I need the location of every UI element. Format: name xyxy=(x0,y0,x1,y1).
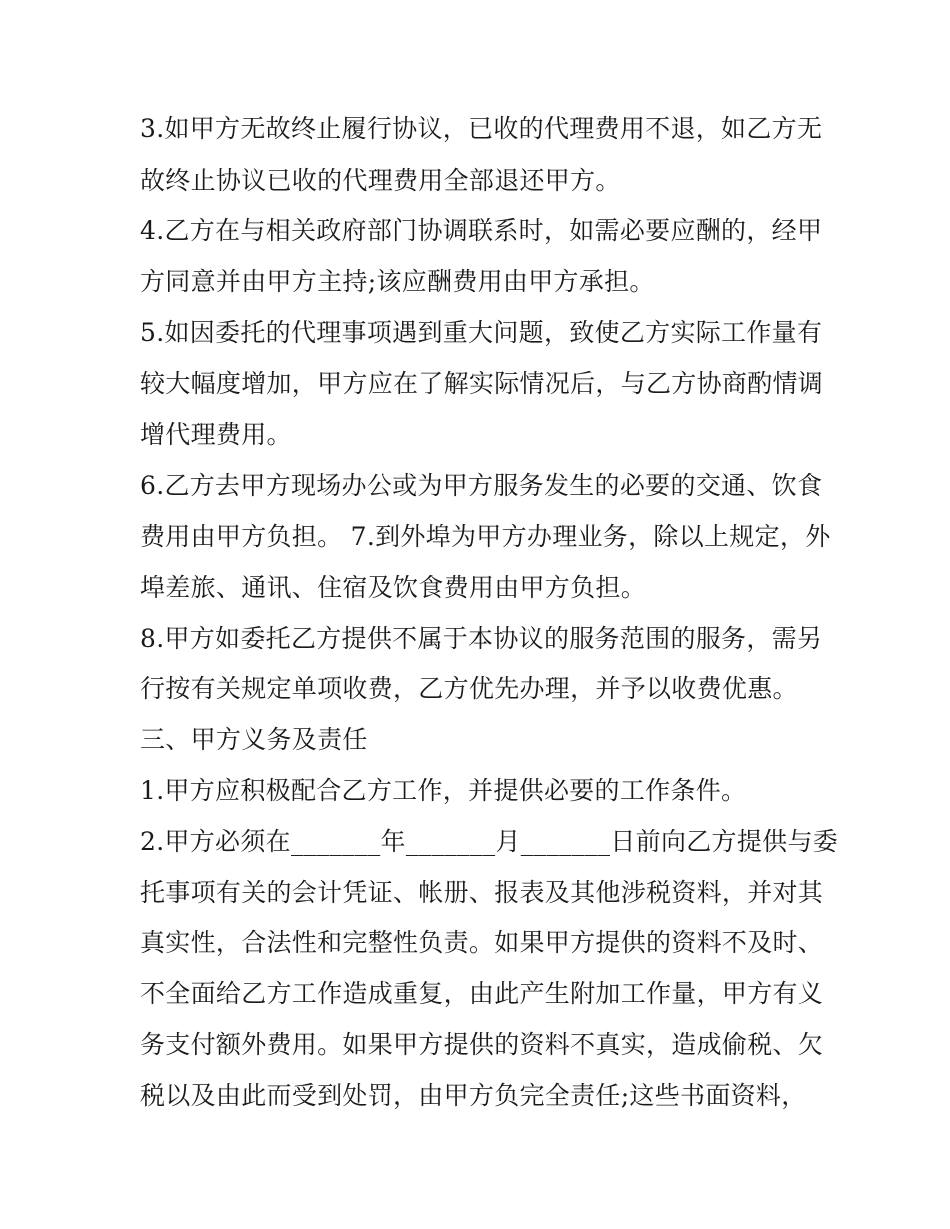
text-line: 托事项有关的会计凭证、帐册、报表及其他涉税资料，并对其 xyxy=(140,878,824,907)
section-heading: 三、甲方义务及责任 xyxy=(140,725,368,754)
text-line: 1.甲方应积极配合乙方工作，并提供必要的工作条件。 xyxy=(140,776,747,805)
text-line: 费用由甲方负担。 7.到外埠为甲方办理业务，除以上规定，外 xyxy=(140,522,831,551)
text-line: 5.如因委托的代理事项遇到重大问题，致使乙方实际工作量有 xyxy=(140,318,823,347)
text-line: 3.如甲方无故终止履行协议，已收的代理费用不退，如乙方无 xyxy=(140,114,823,143)
text-line: 增代理费用。 xyxy=(140,420,292,449)
text-line: 税以及由此而受到处罚，由甲方负完全责任;这些书面资料， xyxy=(140,1081,807,1110)
text-line: 4.乙方在与相关政府部门协调联系时，如需必要应酬的，经甲 xyxy=(140,216,823,245)
text-line: 行按有关规定单项收费，乙方优先办理，并予以收费优惠。 xyxy=(140,674,798,703)
text-line: 2.甲方必须在_______年_______月_______日前向乙方提供与委 xyxy=(140,827,839,856)
text-line: 较大幅度增加，甲方应在了解实际情况后，与乙方协商酌情调 xyxy=(140,369,824,398)
text-line: 不全面给乙方工作造成重复，由此产生附加工作量，甲方有义 xyxy=(140,979,824,1008)
text-line: 方同意并由甲方主持;该应酬费用由甲方承担。 xyxy=(140,267,655,296)
text-line: 真实性，合法性和完整性负责。如果甲方提供的资料不及时、 xyxy=(140,928,824,957)
text-line: 务支付额外费用。如果甲方提供的资料不真实，造成偷税、欠 xyxy=(140,1030,824,1059)
text-line: 8.甲方如委托乙方提供不属于本协议的服务范围的服务，需另 xyxy=(140,624,823,653)
text-line: 埠差旅、通讯、住宿及饮食费用由甲方负担。 xyxy=(140,573,647,602)
text-line: 6.乙方去甲方现场办公或为甲方服务发生的必要的交通、饮食 xyxy=(140,471,823,500)
text-line: 故终止协议已收的代理费用全部退还甲方。 xyxy=(140,166,621,195)
